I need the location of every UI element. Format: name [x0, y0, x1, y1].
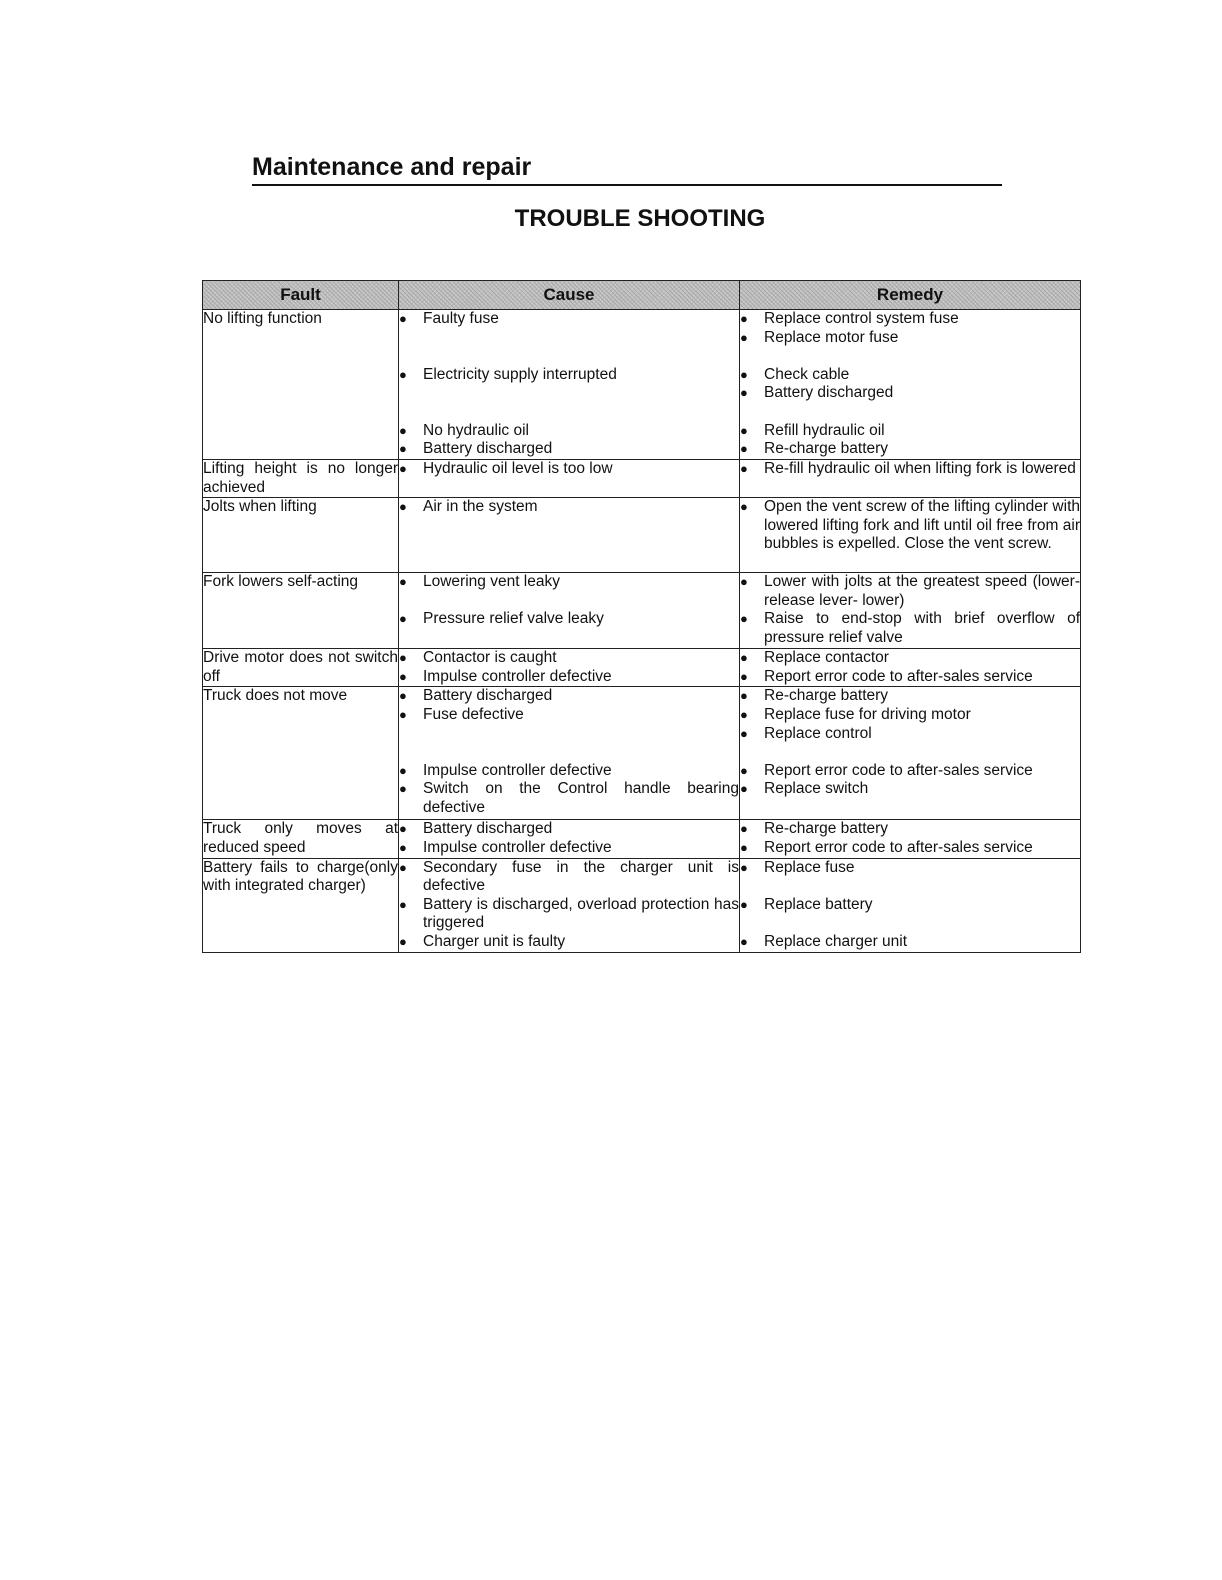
bullet-icon: ● — [740, 859, 748, 875]
table-row — [203, 820, 1081, 858]
remedy-item: ● Report error code to after-sales service — [740, 667, 1033, 685]
bullet-icon: ● — [740, 499, 748, 515]
table-row — [203, 687, 1081, 820]
cause-item: ● Impulse controller defective — [399, 761, 612, 779]
cause-item: ● No hydraulic oil — [399, 421, 529, 439]
bullet-icon: ● — [740, 688, 748, 704]
bullet-icon: ● — [740, 668, 748, 684]
bullet-icon: ● — [740, 422, 748, 438]
cause-item: ● Impulse controller defective — [399, 838, 612, 856]
header-fault: Fault — [203, 281, 399, 310]
remedy-cell — [740, 820, 1081, 858]
section-title: Maintenance and repair — [252, 150, 1002, 186]
remedy-cell — [740, 687, 1081, 820]
table-row — [203, 649, 1081, 687]
cause-item: ● Electricity supply interrupted — [399, 365, 617, 383]
table-header-row — [203, 281, 1081, 310]
fault-cell: Battery fails to charge(only with integrated charger) — [203, 858, 399, 952]
remedy-item: ● Raise to end-stop with brief overflow of pressure relief valve — [740, 610, 1080, 646]
cause-item: ● Hydraulic oil level is too low — [399, 460, 613, 477]
cause-item: ● Lowering vent leaky — [399, 573, 560, 591]
bullet-icon: ● — [399, 311, 407, 326]
bullet-icon: ● — [399, 933, 407, 949]
bullet-icon: ● — [399, 781, 407, 797]
fault-cell: Drive motor does not switch off — [203, 649, 399, 687]
cause-item: ● Charger unit is faulty — [399, 932, 566, 950]
cause-cell — [399, 687, 740, 820]
cause-item: ● Contactor is caught — [399, 649, 557, 667]
fault-cell: Truck only moves at reduced speed — [203, 820, 399, 858]
cause-cell — [399, 573, 740, 649]
remedy-item: ● Refill hydraulic oil — [740, 421, 885, 439]
bullet-icon: ● — [740, 896, 748, 912]
fault-cell: Fork lowers self-acting — [203, 573, 399, 649]
bullet-icon: ● — [740, 933, 748, 949]
cause-item: ● Impulse controller defective — [399, 667, 612, 685]
remedy-cell — [740, 460, 1081, 498]
table-row — [203, 310, 1081, 460]
cause-item: ● Faulty fuse — [399, 310, 499, 327]
cause-item: ● Secondary fuse in the charger unit is defective — [399, 858, 739, 895]
bullet-icon: ● — [399, 461, 407, 476]
bullet-icon: ● — [399, 859, 407, 875]
remedy-item: ● Re-charge battery — [740, 440, 889, 458]
remedy-item: ● Replace charger unit — [740, 932, 908, 950]
cause-item: ● Pressure relief valve leaky — [399, 610, 604, 628]
bullet-icon: ● — [740, 574, 748, 590]
remedy-item: ● Replace fuse — [740, 858, 855, 876]
bullet-icon: ● — [399, 422, 407, 438]
remedy-item: ● Open the vent screw of the lifting cylinder with lowered lifting fork and lift until oil free from air bubbles is expelled. Close the vent screw. — [740, 498, 1080, 553]
cause-item: ● Battery discharged — [399, 687, 553, 705]
remedy-item: ● Report error code to after-sales service — [740, 838, 1033, 856]
cause-item: ● Air in the system — [399, 498, 538, 516]
bullet-icon: ● — [740, 329, 748, 345]
table-row — [203, 573, 1081, 649]
bullet-icon: ● — [399, 499, 407, 515]
cause-item: ● Battery discharged — [399, 820, 553, 838]
fault-cell: Jolts when lifting — [203, 498, 399, 573]
remedy-item: ● Replace battery — [740, 895, 873, 913]
remedy-item: ● Replace control — [740, 724, 872, 742]
fault-cell: Lifting height is no longer achieved — [203, 460, 399, 498]
cause-item: ● Fuse defective — [399, 705, 524, 723]
cause-cell — [399, 310, 740, 460]
remedy-item: ● Report error code to after-sales service — [740, 761, 1033, 779]
cause-cell — [399, 460, 740, 498]
remedy-item: ● Replace switch — [740, 780, 869, 798]
table-row — [203, 858, 1081, 952]
fault-cell: Truck does not move — [203, 687, 399, 820]
table-row — [203, 498, 1081, 573]
bullet-icon: ● — [399, 668, 407, 684]
remedy-item: ● Replace motor fuse — [740, 328, 899, 346]
bullet-icon: ● — [740, 839, 748, 855]
remedy-cell — [740, 310, 1081, 460]
remedy-item: ● Re-fill hydraulic oil when lifting fork is lowered — [740, 460, 1076, 477]
header-remedy: Remedy — [740, 281, 1081, 310]
remedy-cell — [740, 573, 1081, 649]
bullet-icon: ● — [740, 821, 748, 837]
bullet-icon: ● — [740, 311, 748, 326]
bullet-icon: ● — [740, 762, 748, 778]
remedy-item: ● Lower with jolts at the greatest speed (lower- release lever- lower) — [740, 573, 1080, 609]
bullet-icon: ● — [740, 781, 748, 797]
bullet-icon: ● — [399, 574, 407, 590]
bullet-icon: ● — [399, 611, 407, 627]
bullet-icon: ● — [399, 366, 407, 382]
bullet-icon: ● — [399, 706, 407, 722]
remedy-item: ● Check cable — [740, 365, 850, 383]
cause-cell — [399, 820, 740, 858]
remedy-cell — [740, 498, 1081, 573]
bullet-icon: ● — [740, 441, 748, 457]
troubleshooting-table — [202, 280, 1081, 953]
remedy-cell — [740, 858, 1081, 952]
remedy-item: ● Re-charge battery — [740, 820, 889, 838]
document-title: TROUBLE SHOOTING — [514, 205, 766, 232]
bullet-icon: ● — [399, 688, 407, 704]
remedy-item: ● Replace control system fuse — [740, 310, 959, 327]
bullet-icon: ● — [399, 441, 407, 457]
cause-item: ● Battery is discharged, overload protection has triggered — [399, 895, 739, 932]
remedy-item: ● Replace contactor — [740, 649, 889, 667]
bullet-icon: ● — [740, 650, 748, 666]
bullet-icon: ● — [399, 650, 407, 666]
cause-item: ● Battery discharged — [399, 440, 553, 458]
remedy-item: ● Battery discharged — [740, 384, 894, 402]
bullet-icon: ● — [740, 385, 748, 401]
bullet-icon: ● — [740, 706, 748, 722]
bullet-icon: ● — [740, 611, 748, 627]
cause-cell — [399, 649, 740, 687]
cause-item: ● Switch on the Control handle bearing defective — [399, 780, 739, 816]
bullet-icon: ● — [399, 896, 407, 912]
cause-cell — [399, 858, 740, 952]
table-row — [203, 460, 1081, 498]
remedy-item: ● Replace fuse for driving motor — [740, 705, 971, 723]
header-cause: Cause — [399, 281, 740, 310]
fault-cell: No lifting function — [203, 310, 399, 460]
bullet-icon: ● — [399, 839, 407, 855]
remedy-item: ● Re-charge battery — [740, 687, 889, 705]
bullet-icon: ● — [399, 821, 407, 837]
cause-cell — [399, 498, 740, 573]
bullet-icon: ● — [740, 366, 748, 382]
bullet-icon: ● — [399, 762, 407, 778]
bullet-icon: ● — [740, 461, 748, 476]
bullet-icon: ● — [740, 725, 748, 741]
remedy-cell — [740, 649, 1081, 687]
